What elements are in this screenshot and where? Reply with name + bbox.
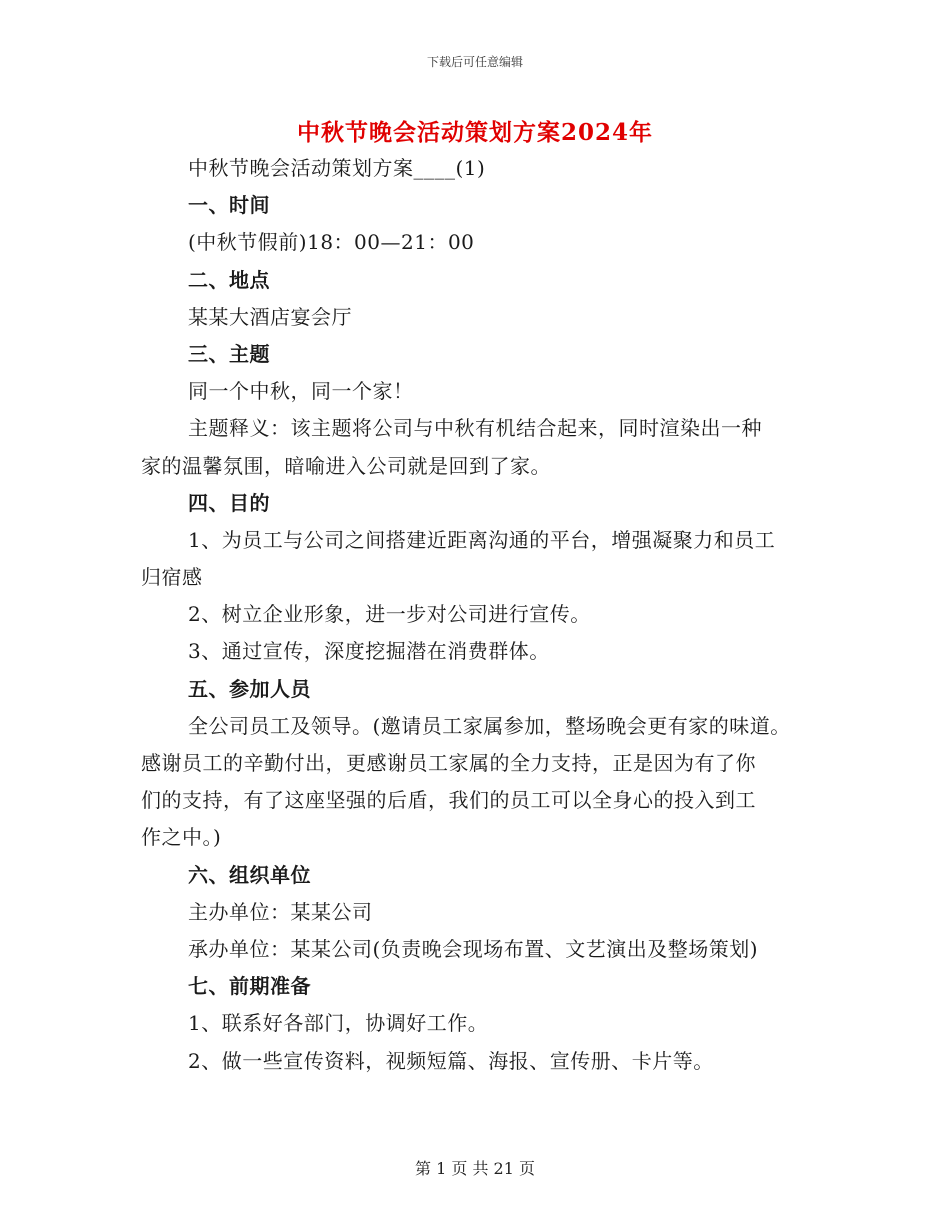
body-line: 家的温馨氛围，暗喻进入公司就是回到了家。	[141, 453, 551, 478]
body-line: 2、树立企业形象，进一步对公司进行宣传。	[188, 602, 591, 627]
section-heading: 三、主题	[188, 341, 270, 366]
body-line: 主题释义：该主题将公司与中秋有机结合起来，同时渲染出一种	[188, 416, 762, 441]
body-line: 承办单位：某某公司(负责晚会现场布置、文艺演出及整场策划)	[188, 936, 759, 961]
body-line: 同一个中秋，同一个家！	[188, 379, 414, 404]
document-title: 中秋节晚会活动策划方案2024年	[296, 119, 653, 146]
body-line: 2、做一些宣传资料，视频短篇、海报、宣传册、卡片等。	[188, 1048, 714, 1073]
body-line: 主办单位：某某公司	[188, 899, 373, 924]
page-footer: 第 1 页 共 21 页	[415, 1159, 535, 1178]
body-line: 1、联系好各部门，协调好工作。	[188, 1011, 489, 1036]
section-heading: 二、地点	[188, 267, 270, 292]
body-line: 归宿感	[141, 565, 203, 590]
section-heading: 五、参加人员	[188, 676, 311, 701]
section-heading: 一、时间	[188, 193, 270, 218]
body-line: 作之中。)	[141, 825, 222, 850]
header-note: 下载后可任意编辑	[426, 55, 523, 69]
section-heading: 四、目的	[188, 490, 270, 515]
body-line: (中秋节假前)18：00—21：00	[188, 230, 475, 255]
section-heading: 六、组织单位	[188, 862, 311, 887]
body-line: 感谢员工的辛勤付出，更感谢员工家属的全力支持，正是因为有了你	[141, 751, 756, 775]
body-line: 1、为员工与公司之间搭建近距离沟通的平台，增强凝聚力和员工	[188, 527, 776, 552]
document-body	[141, 150, 831, 1080]
body-line: 3、通过宣传，深度挖掘潜在消费群体。	[188, 639, 550, 664]
section-heading: 七、前期准备	[188, 974, 311, 999]
body-line: 们的支持，有了这座坚强的后盾，我们的员工可以全身心的投入到工	[141, 788, 756, 813]
body-line: 某某大酒店宴会厅	[188, 304, 352, 329]
body-line: 中秋节晚会活动策划方案____(1)	[188, 156, 486, 180]
body-line: 全公司员工及领导。(邀请员工家属参加，整场晚会更有家的味道。	[188, 713, 791, 738]
